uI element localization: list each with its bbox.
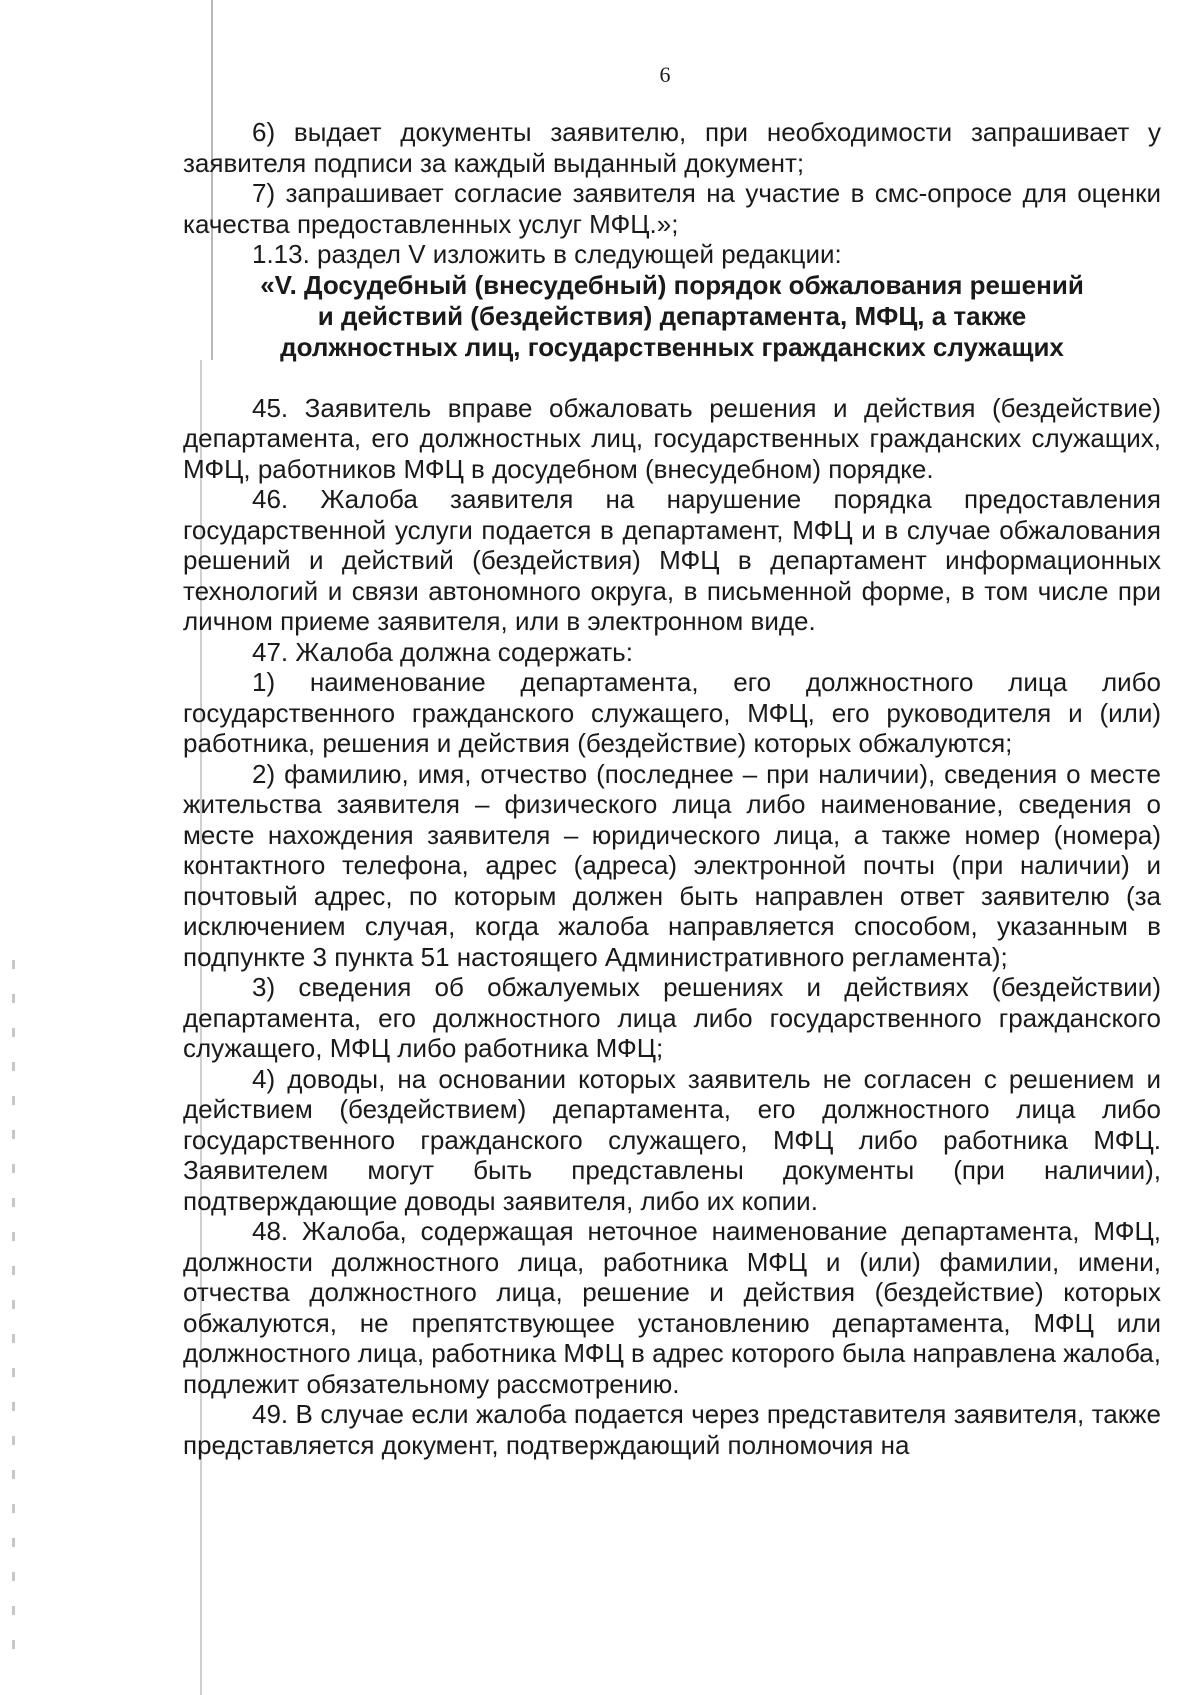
paragraph-48: 48. Жалоба, содержащая неточное наименование департамента, МФЦ, должности должностного лица, работника МФЦ и (или) фамилии, имени, отчества должностного лица, решение и действия (бездействие) которых обжалуются, не препятствующее установлению департамента, МФЦ или должностного лица, работника МФЦ в адрес которого была направлена жалоба, подлежит обязательному рассмотрению. <box>183 1216 1161 1399</box>
paragraph-47-2: 2) фамилию, имя, отчество (последнее – при наличии), сведения о месте жительства заявителя – физического лица либо наименование, сведения о месте нахождения заявителя – юридического лица, а также номер (номера) контактного телефона, адрес (адреса) электронной почты (при наличии) и почтовый адрес, по которым должен быть направлен ответ заявителю (за исключением случая, когда жалоба направляется способом, указанным в подпункте 3 пункта 51 настоящего Административного регламента); <box>183 758 1161 972</box>
section-heading-line3: должностных лиц, государственных гражданских служащих <box>280 331 1064 362</box>
paragraph-46: 46. Жалоба заявителя на нарушение порядка предоставления государственной услуги подается в департамент, МФЦ и в случае обжалования решений и действий (бездействия) МФЦ в департамент информационных технологий и связи автономного округа, в письменной форме, в том числе при личном приеме заявителя, или в электронном виде. <box>183 484 1161 636</box>
paragraph-47-3: 3) сведения об обжалуемых решениях и действиях (бездействии) департамента, его должностного лица либо государственного гражданского служащего, МФЦ либо работника МФЦ; <box>183 972 1161 1063</box>
section-heading-line2: и действий (бездействия) департамента, МФЦ, а также <box>317 300 1027 331</box>
paragraph-47-4: 4) доводы, на основании которых заявитель не согласен с решением и действием (бездействием) департамента, его должностного лица либо государственного гражданского служащего, МФЦ либо работника МФЦ. Заявителем могут быть представлены документы (при наличии), подтверждающие доводы заявителя, либо их копии. <box>183 1063 1161 1216</box>
paragraph-49: 49. В случае если жалоба подается через представителя заявителя, также представляется документ, подтверждающий полномочия на <box>183 1399 1161 1460</box>
page-number: 6 <box>659 62 671 87</box>
paragraph-item-7: 7) запрашивает согласие заявителя на участие в смс-опросе для оценки качества предоставленных услуг МФЦ.»; <box>183 178 1161 239</box>
scan-edge-marks <box>12 960 15 1660</box>
document-body <box>183 117 1161 1460</box>
section-heading-line1: «V. Досудебный (внесудебный) порядок обжалования решений <box>260 269 1084 300</box>
section-heading <box>183 270 1161 363</box>
paragraph-47-1: 1) наименование департамента, его должностного лица либо государственного гражданского служащего, МФЦ, его руководителя и (или) работника, решения и действия (бездействие) которых обжалуются; <box>183 667 1161 758</box>
paragraph-1-13: 1.13. раздел V изложить в следующей редакции: <box>252 239 842 269</box>
paragraph-45: 45. Заявитель вправе обжаловать решения и действия (бездействие) департамента, его должностных лиц, государственных гражданских служащих, МФЦ, работников МФЦ в досудебном (внесудебном) порядке. <box>183 392 1161 484</box>
paragraph-item-6: 6) выдает документы заявителю, при необходимости запрашивает у заявителя подписи за каждый выданный документ; <box>183 117 1161 178</box>
paragraph-47: 47. Жалоба должна содержать: <box>252 636 633 667</box>
